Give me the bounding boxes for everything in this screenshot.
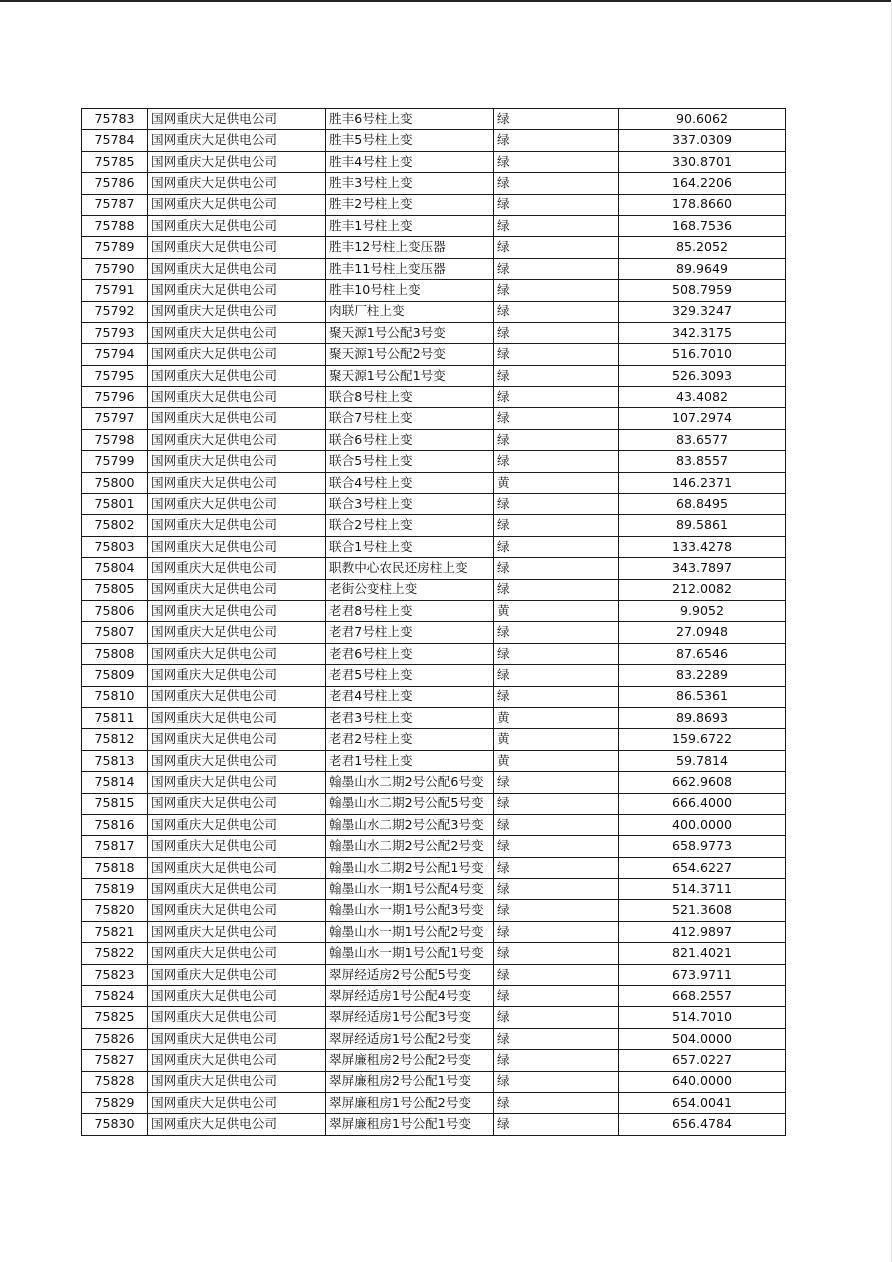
cell-transformer-name: 翰墨山水二期2号公配1号变: [326, 857, 494, 878]
cell-id: 75801: [82, 494, 148, 515]
cell-value: 658.9773: [619, 836, 786, 857]
cell-value: 640.0000: [619, 1071, 786, 1092]
cell-transformer-name: 胜丰2号柱上变: [326, 194, 494, 215]
cell-company: 国网重庆大足供电公司: [148, 750, 326, 771]
cell-value: 27.0948: [619, 622, 786, 643]
cell-id: 75814: [82, 772, 148, 793]
cell-id: 75820: [82, 900, 148, 921]
cell-status: 绿: [494, 1028, 619, 1049]
cell-id: 75830: [82, 1114, 148, 1135]
cell-id: 75791: [82, 280, 148, 301]
cell-status: 绿: [494, 344, 619, 365]
data-table: [81, 108, 786, 1136]
cell-transformer-name: 老君5号柱上变: [326, 665, 494, 686]
cell-id: 75784: [82, 130, 148, 151]
cell-company: 国网重庆大足供电公司: [148, 258, 326, 279]
cell-id: 75813: [82, 750, 148, 771]
cell-id: 75792: [82, 301, 148, 322]
cell-id: 75825: [82, 1007, 148, 1028]
table-body: [82, 109, 786, 1136]
cell-value: 168.7536: [619, 215, 786, 236]
cell-transformer-name: 翰墨山水二期2号公配2号变: [326, 836, 494, 857]
cell-value: 504.0000: [619, 1028, 786, 1049]
cell-transformer-name: 老君7号柱上变: [326, 622, 494, 643]
cell-transformer-name: 联合4号柱上变: [326, 472, 494, 493]
cell-company: 国网重庆大足供电公司: [148, 1050, 326, 1071]
table-row: [82, 280, 786, 301]
cell-value: 662.9608: [619, 772, 786, 793]
cell-status: 黄: [494, 472, 619, 493]
cell-transformer-name: 翰墨山水二期2号公配3号变: [326, 814, 494, 835]
cell-transformer-name: 老君8号柱上变: [326, 600, 494, 621]
cell-status: 绿: [494, 921, 619, 942]
cell-value: 330.8701: [619, 151, 786, 172]
cell-status: 绿: [494, 515, 619, 536]
table-row: [82, 579, 786, 600]
cell-value: 514.3711: [619, 879, 786, 900]
cell-id: 75816: [82, 814, 148, 835]
cell-value: 654.0041: [619, 1092, 786, 1113]
cell-status: 绿: [494, 301, 619, 322]
cell-status: 黄: [494, 707, 619, 728]
cell-value: 107.2974: [619, 408, 786, 429]
cell-status: 绿: [494, 558, 619, 579]
cell-value: 83.6577: [619, 429, 786, 450]
cell-company: 国网重庆大足供电公司: [148, 387, 326, 408]
cell-company: 国网重庆大足供电公司: [148, 772, 326, 793]
cell-status: 绿: [494, 429, 619, 450]
cell-id: 75803: [82, 536, 148, 557]
cell-value: 59.7814: [619, 750, 786, 771]
cell-status: 绿: [494, 1050, 619, 1071]
cell-status: 绿: [494, 943, 619, 964]
table-row: [82, 194, 786, 215]
cell-company: 国网重庆大足供电公司: [148, 579, 326, 600]
cell-company: 国网重庆大足供电公司: [148, 515, 326, 536]
cell-value: 666.4000: [619, 793, 786, 814]
cell-id: 75815: [82, 793, 148, 814]
cell-transformer-name: 胜丰1号柱上变: [326, 215, 494, 236]
cell-id: 75786: [82, 173, 148, 194]
table-row: [82, 151, 786, 172]
cell-company: 国网重庆大足供电公司: [148, 814, 326, 835]
cell-transformer-name: 联合7号柱上变: [326, 408, 494, 429]
cell-status: 绿: [494, 280, 619, 301]
cell-company: 国网重庆大足供电公司: [148, 986, 326, 1007]
cell-id: 75805: [82, 579, 148, 600]
cell-transformer-name: 翠屏经适房1号公配3号变: [326, 1007, 494, 1028]
cell-id: 75810: [82, 686, 148, 707]
cell-value: 657.0227: [619, 1050, 786, 1071]
cell-transformer-name: 联合5号柱上变: [326, 451, 494, 472]
table-row: [82, 344, 786, 365]
cell-id: 75818: [82, 857, 148, 878]
cell-id: 75799: [82, 451, 148, 472]
cell-value: 68.8495: [619, 494, 786, 515]
cell-id: 75787: [82, 194, 148, 215]
table-row: [82, 451, 786, 472]
cell-company: 国网重庆大足供电公司: [148, 879, 326, 900]
cell-value: 673.9711: [619, 964, 786, 985]
cell-id: 75822: [82, 943, 148, 964]
cell-value: 178.8660: [619, 194, 786, 215]
cell-transformer-name: 翰墨山水一期1号公配3号变: [326, 900, 494, 921]
cell-status: 绿: [494, 1114, 619, 1135]
cell-company: 国网重庆大足供电公司: [148, 622, 326, 643]
cell-value: 508.7959: [619, 280, 786, 301]
table-row: [82, 408, 786, 429]
cell-company: 国网重庆大足供电公司: [148, 130, 326, 151]
cell-status: 绿: [494, 173, 619, 194]
cell-transformer-name: 翰墨山水二期2号公配5号变: [326, 793, 494, 814]
cell-company: 国网重庆大足供电公司: [148, 1092, 326, 1113]
cell-status: 绿: [494, 900, 619, 921]
cell-transformer-name: 联合3号柱上变: [326, 494, 494, 515]
cell-status: 绿: [494, 451, 619, 472]
cell-company: 国网重庆大足供电公司: [148, 558, 326, 579]
cell-id: 75795: [82, 365, 148, 386]
table-row: [82, 1092, 786, 1113]
cell-company: 国网重庆大足供电公司: [148, 836, 326, 857]
table-row: [82, 686, 786, 707]
cell-id: 75812: [82, 729, 148, 750]
cell-company: 国网重庆大足供电公司: [148, 280, 326, 301]
cell-status: 绿: [494, 964, 619, 985]
cell-status: 绿: [494, 258, 619, 279]
cell-id: 75788: [82, 215, 148, 236]
cell-company: 国网重庆大足供电公司: [148, 536, 326, 557]
cell-company: 国网重庆大足供电公司: [148, 600, 326, 621]
cell-company: 国网重庆大足供电公司: [148, 472, 326, 493]
cell-value: 668.2557: [619, 986, 786, 1007]
cell-value: 159.6722: [619, 729, 786, 750]
cell-value: 412.9897: [619, 921, 786, 942]
cell-id: 75828: [82, 1071, 148, 1092]
cell-status: 绿: [494, 879, 619, 900]
table-row: [82, 494, 786, 515]
cell-company: 国网重庆大足供电公司: [148, 408, 326, 429]
cell-company: 国网重庆大足供电公司: [148, 686, 326, 707]
cell-transformer-name: 翰墨山水二期2号公配6号变: [326, 772, 494, 793]
cell-id: 75826: [82, 1028, 148, 1049]
cell-id: 75790: [82, 258, 148, 279]
cell-id: 75827: [82, 1050, 148, 1071]
cell-status: 绿: [494, 836, 619, 857]
cell-company: 国网重庆大足供电公司: [148, 665, 326, 686]
cell-company: 国网重庆大足供电公司: [148, 429, 326, 450]
cell-transformer-name: 老君1号柱上变: [326, 750, 494, 771]
cell-value: 516.7010: [619, 344, 786, 365]
cell-id: 75819: [82, 879, 148, 900]
cell-transformer-name: 联合2号柱上变: [326, 515, 494, 536]
cell-id: 75821: [82, 921, 148, 942]
cell-status: 绿: [494, 772, 619, 793]
cell-company: 国网重庆大足供电公司: [148, 494, 326, 515]
cell-value: 821.4021: [619, 943, 786, 964]
cell-value: 342.3175: [619, 322, 786, 343]
table-row: [82, 322, 786, 343]
cell-id: 75808: [82, 643, 148, 664]
cell-transformer-name: 胜丰12号柱上变压器: [326, 237, 494, 258]
table-row: [82, 986, 786, 1007]
cell-company: 国网重庆大足供电公司: [148, 964, 326, 985]
table-row: [82, 964, 786, 985]
table-row: [82, 665, 786, 686]
cell-id: 75800: [82, 472, 148, 493]
table-row: [82, 622, 786, 643]
cell-value: 521.3608: [619, 900, 786, 921]
cell-company: 国网重庆大足供电公司: [148, 729, 326, 750]
cell-status: 绿: [494, 408, 619, 429]
cell-status: 绿: [494, 365, 619, 386]
table-row: [82, 301, 786, 322]
cell-transformer-name: 胜丰5号柱上变: [326, 130, 494, 151]
cell-id: 75797: [82, 408, 148, 429]
cell-transformer-name: 老君2号柱上变: [326, 729, 494, 750]
cell-transformer-name: 胜丰6号柱上变: [326, 109, 494, 130]
table-row: [82, 814, 786, 835]
cell-company: 国网重庆大足供电公司: [148, 1114, 326, 1135]
cell-value: 86.5361: [619, 686, 786, 707]
cell-company: 国网重庆大足供电公司: [148, 109, 326, 130]
table-row: [82, 1071, 786, 1092]
table-row: [82, 772, 786, 793]
cell-transformer-name: 聚天源1号公配1号变: [326, 365, 494, 386]
cell-status: 绿: [494, 322, 619, 343]
cell-status: 绿: [494, 622, 619, 643]
table-row: [82, 173, 786, 194]
cell-transformer-name: 老君3号柱上变: [326, 707, 494, 728]
cell-transformer-name: 胜丰3号柱上变: [326, 173, 494, 194]
table-row: [82, 793, 786, 814]
table-row: [82, 1028, 786, 1049]
cell-company: 国网重庆大足供电公司: [148, 301, 326, 322]
cell-status: 绿: [494, 1007, 619, 1028]
cell-company: 国网重庆大足供电公司: [148, 237, 326, 258]
cell-transformer-name: 翠屏经适房1号公配2号变: [326, 1028, 494, 1049]
cell-value: 329.3247: [619, 301, 786, 322]
table-row: [82, 472, 786, 493]
cell-company: 国网重庆大足供电公司: [148, 194, 326, 215]
cell-status: 绿: [494, 1092, 619, 1113]
cell-company: 国网重庆大足供电公司: [148, 857, 326, 878]
cell-value: 90.6062: [619, 109, 786, 130]
cell-id: 75802: [82, 515, 148, 536]
table-row: [82, 558, 786, 579]
page-top-border: [0, 0, 892, 2]
cell-status: 绿: [494, 151, 619, 172]
table-row: [82, 258, 786, 279]
cell-transformer-name: 老君6号柱上变: [326, 643, 494, 664]
cell-company: 国网重庆大足供电公司: [148, 943, 326, 964]
cell-value: 87.6546: [619, 643, 786, 664]
cell-transformer-name: 翰墨山水一期1号公配4号变: [326, 879, 494, 900]
cell-status: 绿: [494, 130, 619, 151]
table-row: [82, 879, 786, 900]
cell-id: 75789: [82, 237, 148, 258]
cell-transformer-name: 职教中心农民还房柱上变: [326, 558, 494, 579]
cell-company: 国网重庆大足供电公司: [148, 1028, 326, 1049]
cell-company: 国网重庆大足供电公司: [148, 900, 326, 921]
table-row: [82, 1050, 786, 1071]
cell-company: 国网重庆大足供电公司: [148, 173, 326, 194]
cell-transformer-name: 翠屏廉租房2号公配2号变: [326, 1050, 494, 1071]
table-row: [82, 643, 786, 664]
cell-transformer-name: 老街公变柱上变: [326, 579, 494, 600]
cell-status: 绿: [494, 857, 619, 878]
table-row: [82, 109, 786, 130]
cell-status: 绿: [494, 579, 619, 600]
table-row: [82, 900, 786, 921]
cell-value: 514.7010: [619, 1007, 786, 1028]
cell-transformer-name: 聚天源1号公配3号变: [326, 322, 494, 343]
cell-company: 国网重庆大足供电公司: [148, 215, 326, 236]
cell-value: 9.9052: [619, 600, 786, 621]
cell-status: 绿: [494, 814, 619, 835]
cell-id: 75804: [82, 558, 148, 579]
cell-transformer-name: 翰墨山水一期1号公配1号变: [326, 943, 494, 964]
cell-transformer-name: 聚天源1号公配2号变: [326, 344, 494, 365]
cell-transformer-name: 胜丰4号柱上变: [326, 151, 494, 172]
cell-value: 85.2052: [619, 237, 786, 258]
cell-company: 国网重庆大足供电公司: [148, 322, 326, 343]
cell-transformer-name: 翠屏廉租房1号公配1号变: [326, 1114, 494, 1135]
cell-company: 国网重庆大足供电公司: [148, 1071, 326, 1092]
cell-id: 75785: [82, 151, 148, 172]
cell-company: 国网重庆大足供电公司: [148, 344, 326, 365]
cell-status: 绿: [494, 686, 619, 707]
cell-company: 国网重庆大足供电公司: [148, 365, 326, 386]
cell-status: 绿: [494, 643, 619, 664]
cell-transformer-name: 老君4号柱上变: [326, 686, 494, 707]
table-row: [82, 750, 786, 771]
cell-id: 75824: [82, 986, 148, 1007]
cell-status: 黄: [494, 729, 619, 750]
cell-transformer-name: 联合6号柱上变: [326, 429, 494, 450]
cell-status: 绿: [494, 986, 619, 1007]
table-row: [82, 387, 786, 408]
cell-status: 绿: [494, 215, 619, 236]
cell-value: 89.5861: [619, 515, 786, 536]
cell-id: 75811: [82, 707, 148, 728]
cell-value: 212.0082: [619, 579, 786, 600]
cell-id: 75793: [82, 322, 148, 343]
cell-value: 89.9649: [619, 258, 786, 279]
cell-status: 黄: [494, 600, 619, 621]
cell-transformer-name: 联合1号柱上变: [326, 536, 494, 557]
cell-id: 75794: [82, 344, 148, 365]
cell-id: 75807: [82, 622, 148, 643]
cell-value: 656.4784: [619, 1114, 786, 1135]
cell-value: 337.0309: [619, 130, 786, 151]
cell-company: 国网重庆大足供电公司: [148, 707, 326, 728]
cell-transformer-name: 翠屏经适房1号公配4号变: [326, 986, 494, 1007]
cell-value: 164.2206: [619, 173, 786, 194]
cell-id: 75817: [82, 836, 148, 857]
cell-id: 75783: [82, 109, 148, 130]
cell-transformer-name: 翰墨山水一期1号公配2号变: [326, 921, 494, 942]
cell-status: 绿: [494, 1071, 619, 1092]
cell-value: 526.3093: [619, 365, 786, 386]
cell-value: 89.8693: [619, 707, 786, 728]
cell-value: 43.4082: [619, 387, 786, 408]
cell-transformer-name: 胜丰11号柱上变压器: [326, 258, 494, 279]
cell-id: 75823: [82, 964, 148, 985]
cell-status: 绿: [494, 387, 619, 408]
cell-status: 绿: [494, 494, 619, 515]
cell-id: 75806: [82, 600, 148, 621]
table-row: [82, 429, 786, 450]
table-row: [82, 857, 786, 878]
cell-value: 83.8557: [619, 451, 786, 472]
cell-value: 133.4278: [619, 536, 786, 557]
table-row: [82, 707, 786, 728]
cell-transformer-name: 肉联厂柱上变: [326, 301, 494, 322]
cell-value: 654.6227: [619, 857, 786, 878]
cell-status: 绿: [494, 793, 619, 814]
cell-company: 国网重庆大足供电公司: [148, 451, 326, 472]
cell-status: 绿: [494, 536, 619, 557]
cell-company: 国网重庆大足供电公司: [148, 151, 326, 172]
table-row: [82, 943, 786, 964]
table-row: [82, 921, 786, 942]
cell-status: 绿: [494, 194, 619, 215]
table-row: [82, 600, 786, 621]
cell-id: 75796: [82, 387, 148, 408]
cell-transformer-name: 胜丰10号柱上变: [326, 280, 494, 301]
cell-status: 绿: [494, 109, 619, 130]
table-row: [82, 215, 786, 236]
table-row: [82, 237, 786, 258]
cell-status: 黄: [494, 750, 619, 771]
cell-value: 343.7897: [619, 558, 786, 579]
cell-status: 绿: [494, 665, 619, 686]
table-row: [82, 1007, 786, 1028]
cell-company: 国网重庆大足供电公司: [148, 1007, 326, 1028]
cell-transformer-name: 联合8号柱上变: [326, 387, 494, 408]
cell-company: 国网重庆大足供电公司: [148, 643, 326, 664]
table-row: [82, 836, 786, 857]
cell-status: 绿: [494, 237, 619, 258]
table-row: [82, 515, 786, 536]
cell-id: 75829: [82, 1092, 148, 1113]
cell-company: 国网重庆大足供电公司: [148, 793, 326, 814]
cell-id: 75809: [82, 665, 148, 686]
cell-company: 国网重庆大足供电公司: [148, 921, 326, 942]
cell-transformer-name: 翠屏廉租房2号公配1号变: [326, 1071, 494, 1092]
cell-value: 400.0000: [619, 814, 786, 835]
table-row: [82, 536, 786, 557]
cell-id: 75798: [82, 429, 148, 450]
table-row: [82, 365, 786, 386]
cell-value: 83.2289: [619, 665, 786, 686]
cell-transformer-name: 翠屏廉租房1号公配2号变: [326, 1092, 494, 1113]
table-row: [82, 729, 786, 750]
table-row: [82, 1114, 786, 1135]
cell-transformer-name: 翠屏经适房2号公配5号变: [326, 964, 494, 985]
cell-value: 146.2371: [619, 472, 786, 493]
table-row: [82, 130, 786, 151]
